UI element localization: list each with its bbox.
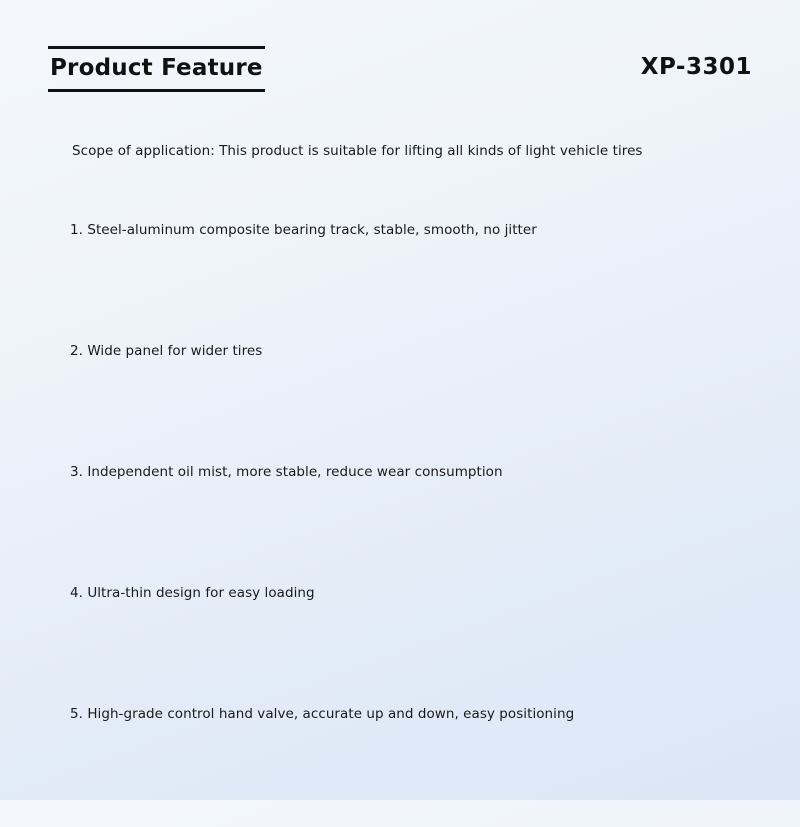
list-item: 4. Ultra-thin design for easy loading [70,585,315,601]
list-item: 2. Wide panel for wider tires [70,343,263,359]
list-item: 1. Steel-aluminum composite bearing track, stable, smooth, no jitter [70,222,537,238]
list-item: 3. Independent oil mist, more stable, reduce wear consumption [70,464,503,480]
page-title: Product Feature [48,46,265,92]
model-number: XP-3301 [640,54,752,80]
page-title-wrapper [48,46,265,92]
scope-of-application: Scope of application: This product is suitable for lifting all kinds of light vehicle tires [72,143,643,159]
feature-list [70,222,760,827]
page-header [48,46,752,100]
list-item: 5. High-grade control hand valve, accurate up and down, easy positioning [70,706,575,722]
